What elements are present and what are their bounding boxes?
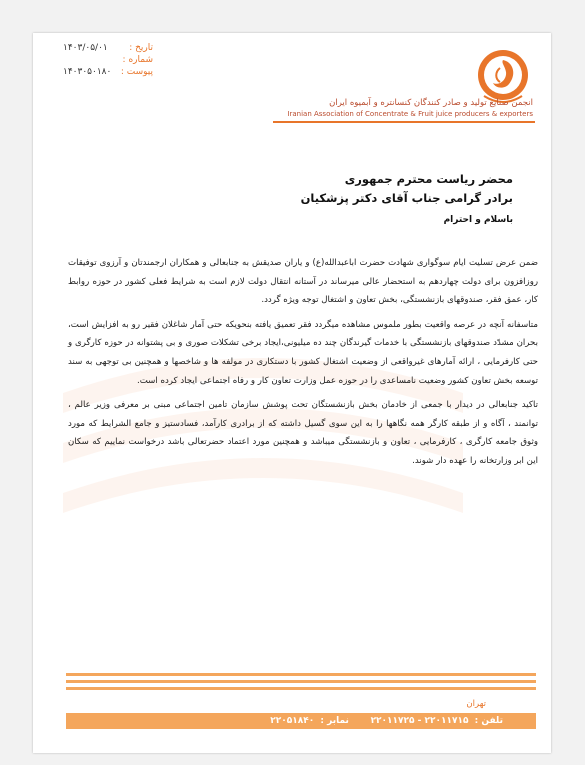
attachment-row — [63, 67, 153, 79]
fax-value: ۲۲۰۵۱۸۴۰ — [270, 716, 315, 726]
body-paragraph-2: متاسفانه آنچه در عرصه واقعیت بطور ملموس مشاهده میگردد فقر تعمیق یافته بنحویکه حتی آمار شاغلان فقیر رو به افزایش است، بحران مشدّد صندوقهای بازنشستگی با خدمات گیرندگان چند ده میلیونی،ایجاد برخی تشکلات صوری و بی پشتوانه در حوزه کارگری و حتی کارفرمایی ، ارائه آمارهای غیرواقعی از وضعیت اشتغال کشور با دستکاری در مولفه ها و شاخصها و همچنین بی توجهی به سند توسعه بخش تعاون کشور وضعیت نامساعدی را در حوزه عمل وزارت تعاون کار و رفاه اجتماعی ایجاد کرده است. — [68, 319, 538, 386]
org-name-en: Iranian Association of Concentrate & Fruit juice producers & exporters — [287, 110, 533, 118]
number-label: شماره : — [122, 55, 153, 65]
org-name-fa: انجمن صنایع تولید و صادر کنندگان کنسانتره و آبمیوه ایران — [329, 98, 533, 108]
header-divider — [273, 121, 535, 123]
body-paragraph-3: تاکید جنابعالی در دیدار با جمعی از خادمان بخش بازنشستگان تحت پوشش سازمان تامین اجتماعی مبنی بر معرفی وزیر عالم ، توانمند ، آگاه و از طبقه کارگر همه نگاهها را به این سوی گسیل داشته که از برادری کارآمد، فسادستیز و جامع الشرایط که مورد وثوق جامعه کارگری ، کارفرمایی ، تعاون و بازنشستگی میباشد و همچنین مورد اعتماد حضرتعالی باشد درخواست نماییم که سکان این ابر وزارتخانه را عهده دار شوند. — [68, 400, 538, 466]
attachment-label: پیوست : — [120, 67, 153, 77]
phone-value: ۲۲۰۱۱۷۱۵ - ۲۲۰۱۱۷۲۵ — [370, 716, 469, 726]
letter-meta — [63, 43, 153, 79]
body-paragraph-1: ضمن عرض تسلیت ایام سوگواری شهادت حضرت اباعبدالله(ع) و یاران صدیقش به جنابعالی و همکاران ارجمندتان و آرزوی توفیقات روزافزون برای دولت چهاردهم به استحضار عالی میرساند در آستانه انتقال دولت لازم است به شرایط فعلی کشور در حوزه روابط کار، عمق فقر، صندوقهای بازنشستگی، بخش تعاون و اشتغال توجه ویژه گردد. — [68, 258, 538, 306]
date-value: ۱۴۰۳/۰۵/۰۱ — [63, 43, 108, 53]
letter-page — [33, 33, 551, 753]
recipient-name: برادر گرامی جناب آقای دکتر پزشکیان — [300, 191, 513, 205]
fax-label: نمابر : — [320, 716, 349, 726]
letter-body — [68, 254, 538, 477]
recipient-title: محضر ریاست محترم جمهوری — [344, 172, 513, 186]
date-label: تاریخ : — [129, 43, 153, 53]
greeting: باسلام و احترام — [443, 215, 513, 225]
footer-city: تهران — [466, 699, 486, 709]
number-row — [63, 55, 153, 67]
footer-contact — [143, 713, 503, 729]
date-row — [63, 43, 153, 55]
phone-label: تلفن : — [474, 716, 503, 726]
attachment-value: ۱۴۰۳۰۵۰۱۸۰ — [63, 67, 112, 77]
